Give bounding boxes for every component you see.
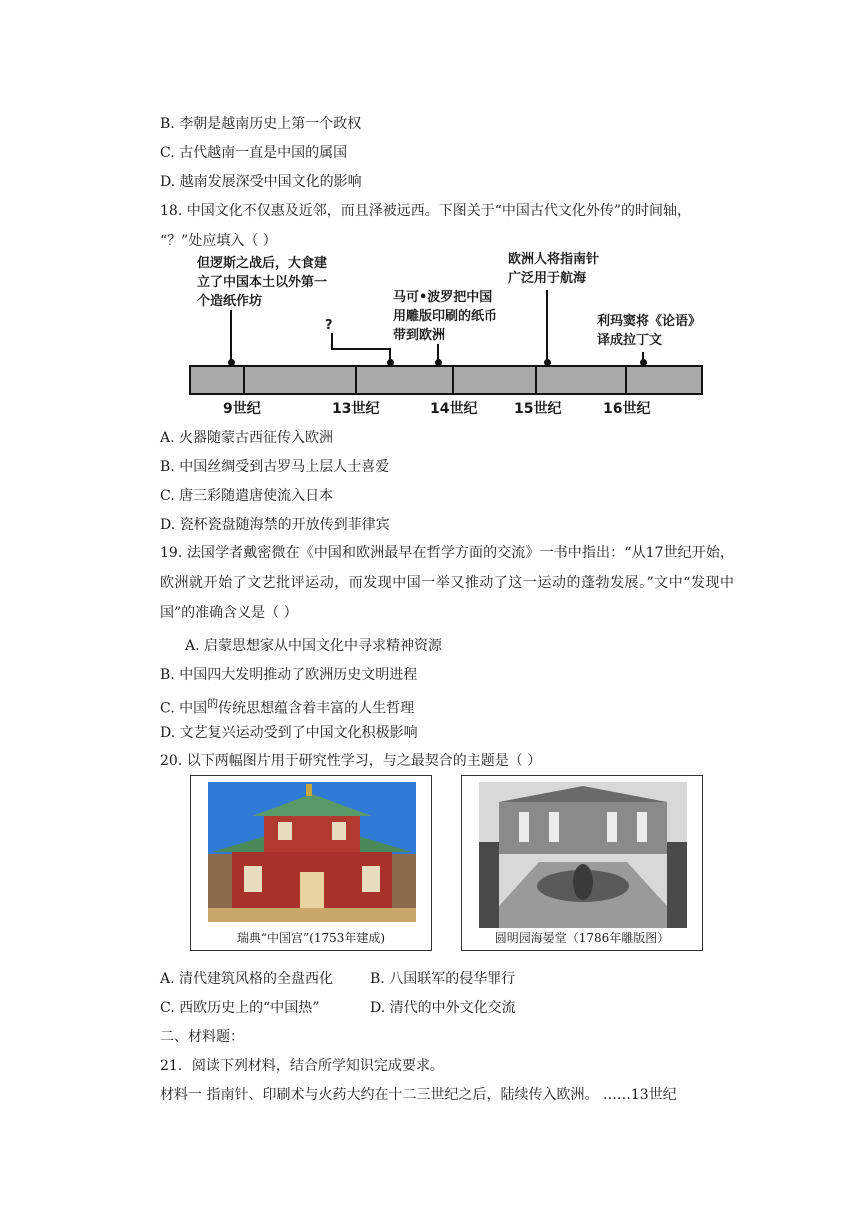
q21-material-1: 材料一 指南针、印刷术与火药大约在十二三世纪之后，陆续传入欧洲。 ……13世纪 bbox=[160, 1087, 677, 1103]
caption-chinese-palace: 瑞典“中国宫”(1753年建成) bbox=[236, 931, 386, 945]
q20-option-c: C. 西欧历史上的“中国热” bbox=[160, 1000, 320, 1016]
q18-option-d: D. 瓷杯瓷盘随海禁的开放传到菲律宾 bbox=[160, 517, 390, 533]
q20-option-a: A. 清代建筑风格的全盘西化 bbox=[160, 971, 334, 987]
haiyantang-image bbox=[479, 782, 687, 928]
q20-stem: 20. 以下两幅图片用于研究性学习，与之最契合的主题是（ ） bbox=[160, 753, 542, 769]
timeline-note-marco-polo: 马可•波罗把中国 用雕版印刷的纸币 带到欧洲 bbox=[393, 290, 498, 343]
q18-option-a: A. 火器随蒙古西征传入欧洲 bbox=[160, 430, 334, 446]
timeline-note-question: ? bbox=[325, 318, 333, 333]
q17-option-d: D. 越南发展深受中国文化的影响 bbox=[160, 174, 362, 190]
q18-stem-line2: “？”处应填入（ ） bbox=[160, 233, 277, 249]
q21-stem: 21．阅读下列材料，结合所学知识完成要求。 bbox=[160, 1058, 444, 1074]
q19-option-d: D. 文艺复兴运动受到了中国文化积极影响 bbox=[160, 725, 418, 741]
timeline-note-ricci: 利玛窦将《论语》 译成拉丁文 bbox=[597, 314, 702, 348]
timeline-note-compass: 欧洲人将指南针 广泛用于航海 bbox=[508, 252, 600, 286]
timeline-figure bbox=[185, 248, 710, 420]
q19-stem: 19. 法国学者戴密微在《中国和欧洲最早在哲学方面的交流》一书中指出：“从17世纪开始，欧洲就开始了文艺批评运动，而发现中国一举又推动了这一运动的蓬勃发展。”文中“发现中国”的准确含义是（ ） bbox=[160, 545, 734, 621]
timeline-bar bbox=[189, 365, 703, 395]
engraving-haiyantang bbox=[461, 775, 703, 951]
timeline-stem-compass bbox=[546, 290, 548, 364]
chinese-palace-image bbox=[208, 782, 416, 922]
timeline-label-9c: 9世纪 bbox=[223, 401, 261, 417]
q17-option-c: C. 古代越南一直是中国的属国 bbox=[160, 145, 348, 161]
q19-option-a: A. 启蒙思想家从中国文化中寻求精神资源 bbox=[185, 638, 443, 654]
timeline-stem-talas bbox=[230, 310, 232, 364]
timeline-label-15c: 15世纪 bbox=[514, 401, 562, 417]
timeline-connector-question bbox=[331, 348, 391, 350]
timeline-label-14c: 14世纪 bbox=[430, 401, 478, 417]
section-heading-materials: 二、材料题： bbox=[160, 1029, 244, 1045]
q19-option-b: B. 中国四大发明推动了欧洲历史文明进程 bbox=[160, 667, 418, 683]
timeline-note-talas: 但逻斯之战后，大食建 立了中国本土以外第一 个造纸作坊 bbox=[197, 256, 328, 309]
timeline-stem-question bbox=[331, 333, 333, 349]
timeline-label-13c: 13世纪 bbox=[332, 401, 380, 417]
q18-stem-line1: 18. 中国文化不仅惠及近邻，而且泽被远西。下图关于“中国古代文化外传”的时间轴， bbox=[160, 203, 692, 219]
q18-option-b: B. 中国丝绸受到古罗马上层人士喜爱 bbox=[160, 459, 390, 475]
caption-haiyantang: 圆明园海晏堂（1786年雕版图） bbox=[494, 931, 670, 945]
q17-option-b: B. 李朝是越南历史上第一个政权 bbox=[160, 116, 362, 132]
q20-option-d: D. 清代的中外文化交流 bbox=[370, 1000, 516, 1016]
q19-option-c: C. 中国$^的$传统思想蕴含着丰富的人生哲理 bbox=[160, 697, 415, 717]
q20-option-b: B. 八国联军的侵华罪行 bbox=[370, 971, 516, 987]
photo-chinese-palace-sweden bbox=[190, 775, 432, 951]
timeline-label-16c: 16世纪 bbox=[603, 401, 651, 417]
q18-option-c: C. 唐三彩随遣唐使流入日本 bbox=[160, 488, 334, 504]
